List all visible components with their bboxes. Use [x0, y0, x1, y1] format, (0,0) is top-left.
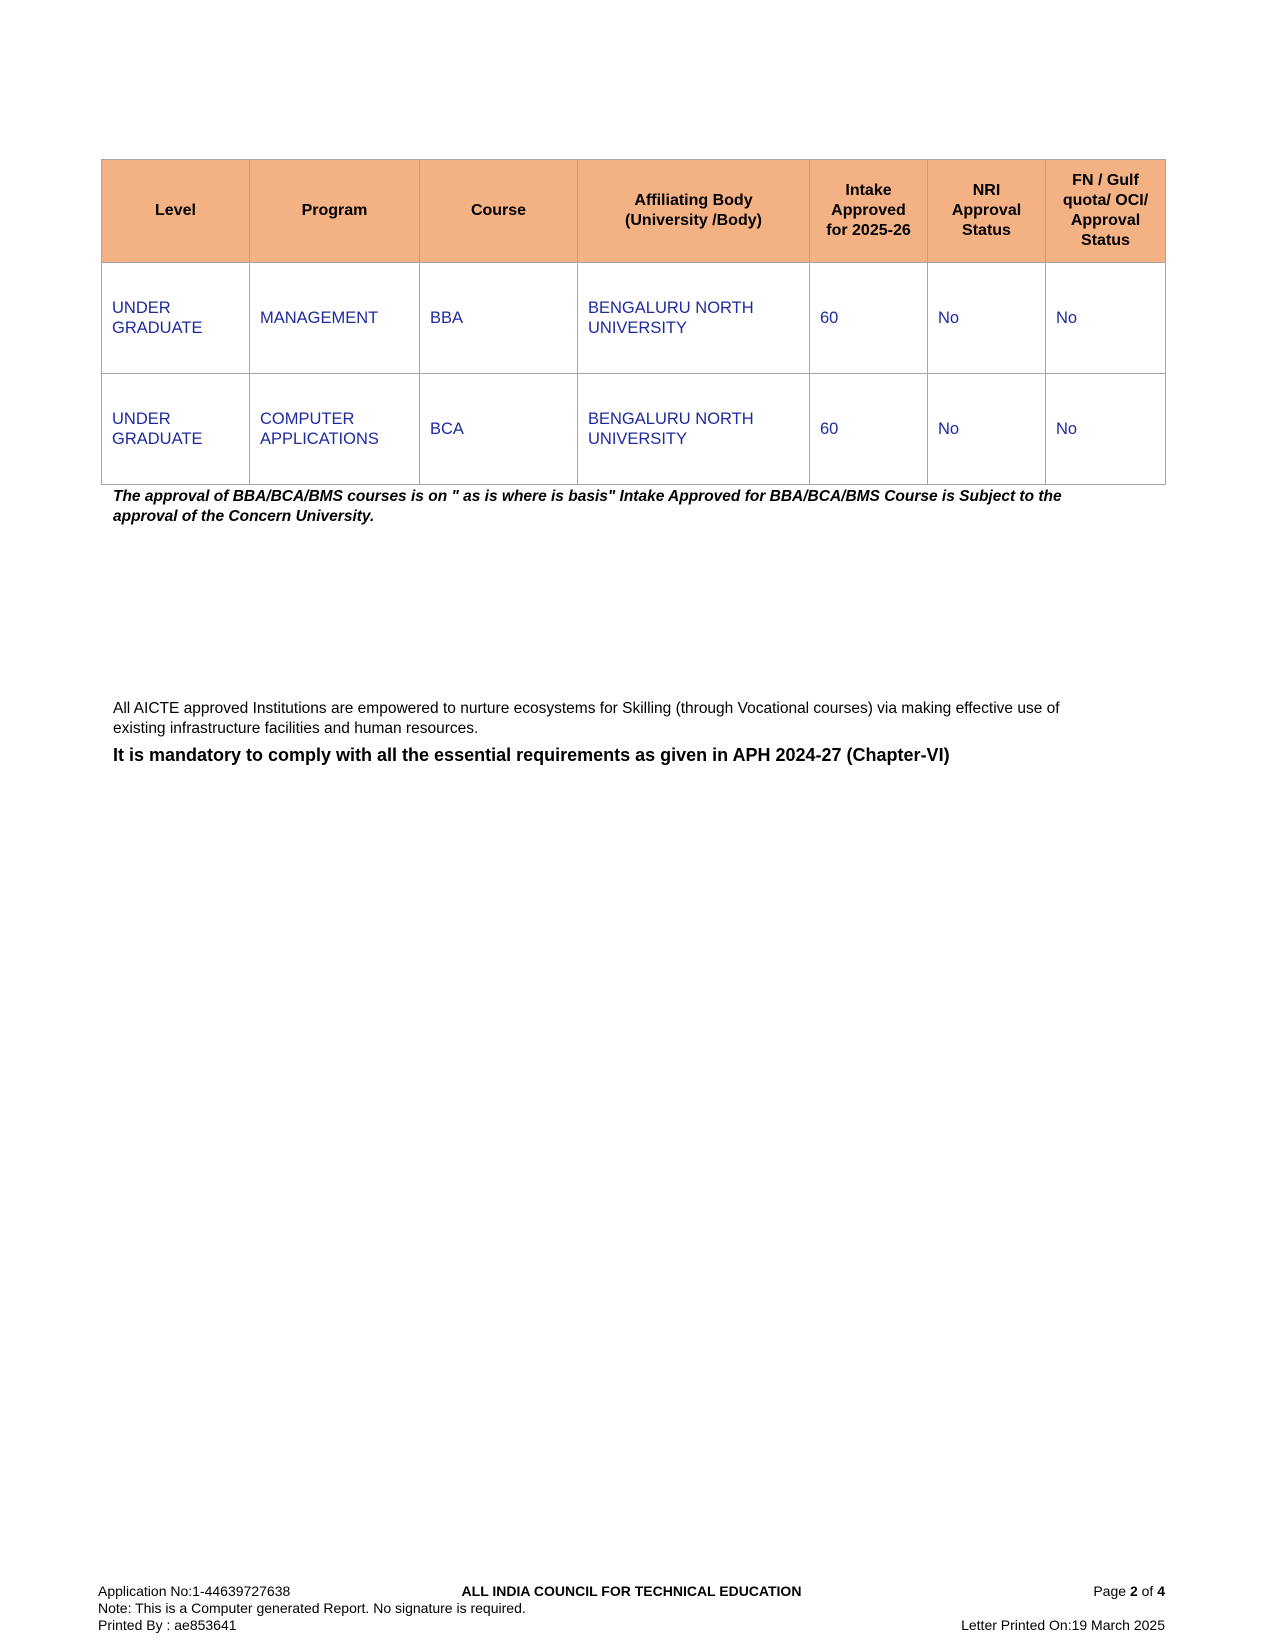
page-number: Page 2 of 4 — [1093, 1583, 1165, 1599]
cell-level: UNDER GRADUATE — [102, 263, 250, 374]
cell-intake: 60 — [810, 374, 928, 485]
header-program: Program — [250, 160, 420, 263]
approval-note: The approval of BBA/BCA/BMS courses is on " as is where is basis" Intake Approved for BBA/BCA/BMS Course is Subject to the approval of the Concern University. — [113, 488, 1062, 525]
application-number: Application No:1-44639727638 — [98, 1583, 291, 1599]
table-header-row — [102, 160, 1166, 263]
cell-affiliating-body: BENGALURU NORTH UNIVERSITY — [578, 374, 810, 485]
skilling-paragraph: All AICTE approved Institutions are empowered to nurture ecosystems for Skilling (through Vocational courses) via making effective use of existing infrastructure facilities and human resources. — [113, 700, 1060, 737]
printed-on: Letter Printed On:19 March 2025 — [961, 1617, 1165, 1633]
table-row — [102, 263, 1166, 374]
header-course: Course — [420, 160, 578, 263]
cell-program: COMPUTER APPLICATIONS — [250, 374, 420, 485]
header-fn-gulf-status: FN / Gulf quota/ OCI/ Approval Status — [1046, 160, 1166, 263]
header-affiliating-body: Affiliating Body (University /Body) — [578, 160, 810, 263]
intake-table — [101, 159, 1166, 485]
header-intake: Intake Approved for 2025-26 — [810, 160, 928, 263]
header-nri-status: NRI Approval Status — [928, 160, 1046, 263]
table-row — [102, 374, 1166, 485]
page-footer — [98, 1583, 1165, 1634]
header-level: Level — [102, 160, 250, 263]
council-name: ALL INDIA COUNCIL FOR TECHNICAL EDUCATION — [461, 1583, 802, 1599]
printed-by: Printed By : ae853641 — [98, 1617, 237, 1633]
mandatory-statement: It is mandatory to comply with all the essential requirements as given in APH 2024-27 (Chapter-VI) — [113, 745, 950, 765]
cell-course: BBA — [420, 263, 578, 374]
cell-level: UNDER GRADUATE — [102, 374, 250, 485]
cell-nri-status: No — [928, 374, 1046, 485]
cell-course: BCA — [420, 374, 578, 485]
cell-fn-gulf-status: No — [1046, 374, 1166, 485]
cell-affiliating-body: BENGALURU NORTH UNIVERSITY — [578, 263, 810, 374]
cell-program: MANAGEMENT — [250, 263, 420, 374]
cell-intake: 60 — [810, 263, 928, 374]
generated-note: Note: This is a Computer generated Report. No signature is required. — [98, 1600, 526, 1616]
cell-nri-status: No — [928, 263, 1046, 374]
cell-fn-gulf-status: No — [1046, 263, 1166, 374]
